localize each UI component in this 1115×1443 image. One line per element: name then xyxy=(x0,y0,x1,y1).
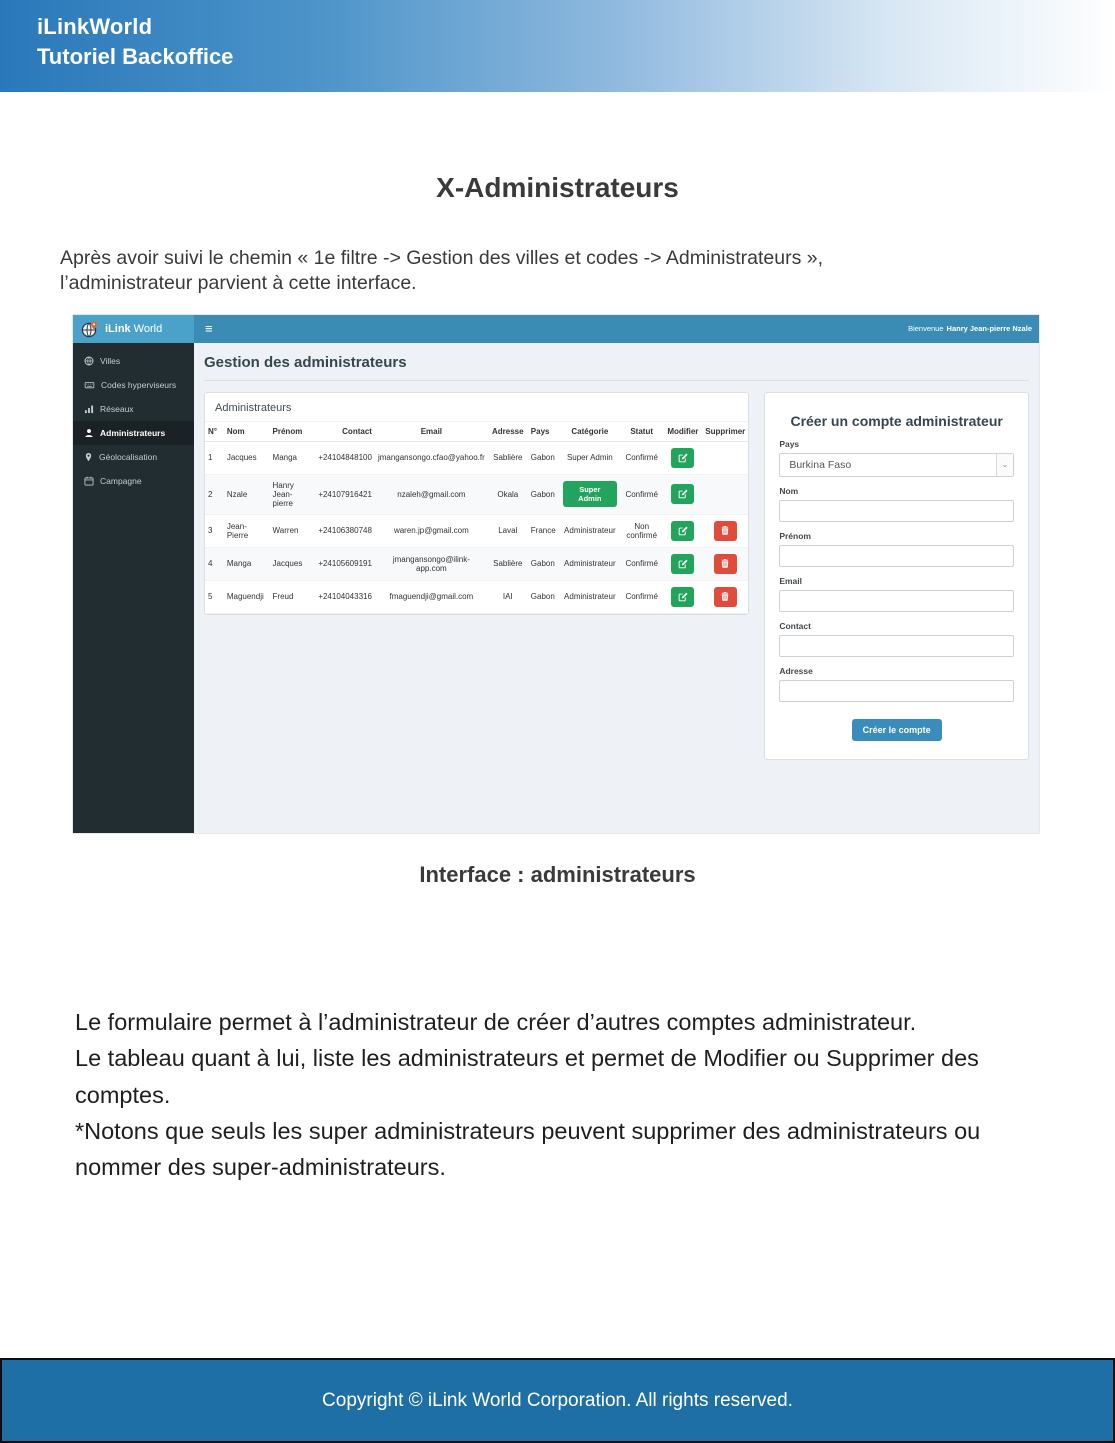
keyboard-icon xyxy=(84,380,95,390)
cell-prenom: Warren xyxy=(270,514,316,547)
cell-statut: Non confirmé xyxy=(620,514,664,547)
table-row xyxy=(205,474,748,514)
app-body xyxy=(73,343,1039,833)
document-subtitle: Tutoriel Backoffice xyxy=(37,44,234,69)
cell-contact: +24107916421 xyxy=(315,474,375,514)
user-icon xyxy=(84,428,94,438)
body-line: Le tableau quant à lui, liste les administrateurs et permet de Modifier ou Supprimer des comptes. xyxy=(75,1045,979,1108)
menu-toggle-icon[interactable]: ≡ xyxy=(205,321,213,337)
email-field[interactable] xyxy=(779,590,1014,612)
cell-adresse: Laval xyxy=(488,514,528,547)
cell-contact: +24106380748 xyxy=(315,514,375,547)
cell-modifier xyxy=(664,580,703,613)
sidebar-item-label: Campagne xyxy=(100,475,142,486)
column-header: Modifier xyxy=(664,421,703,441)
sidebar-item-label: Codes hyperviseurs xyxy=(101,379,177,390)
contact-field[interactable] xyxy=(779,635,1014,657)
super-admin-badge[interactable]: Super Admin xyxy=(563,481,617,507)
field-label-email: Email xyxy=(779,575,802,586)
cell-adresse: Sablière xyxy=(488,547,528,580)
globe-icon xyxy=(84,356,94,366)
field-label-adresse: Adresse xyxy=(779,665,813,676)
cell-categorie: Super Admin xyxy=(560,441,620,474)
cell-pays: Gabon xyxy=(528,547,560,580)
app-navbar xyxy=(73,315,1039,343)
cell-contact: +24104848100 xyxy=(315,441,375,474)
sidebar-item-villes[interactable] xyxy=(73,349,194,373)
cell-supprimer xyxy=(702,474,748,514)
cell-nom: Maguendji xyxy=(224,580,270,613)
body-line: Le formulaire permet à l’administrateur de créer d’autres comptes administrateur. xyxy=(75,1008,917,1035)
field-label-nom: Nom xyxy=(779,485,799,496)
edit-button[interactable] xyxy=(671,587,694,607)
panel-title: Administrateurs xyxy=(215,401,292,414)
edit-button[interactable] xyxy=(671,554,694,574)
cell-modifier xyxy=(664,441,703,474)
adresse-field[interactable] xyxy=(779,680,1014,702)
table-row xyxy=(205,547,748,580)
column-header: Supprimer xyxy=(702,421,748,441)
intro-paragraph xyxy=(60,246,1055,297)
cell-categorie: Administrateur xyxy=(560,514,620,547)
column-header: Email xyxy=(375,421,488,441)
cell-adresse: IAI xyxy=(488,580,528,613)
cell-email: waren.jp@gmail.com xyxy=(375,514,488,547)
column-header: N° xyxy=(205,421,224,441)
selected-value: Burkina Faso xyxy=(789,458,852,471)
chevron-down-icon: ⌄ xyxy=(996,454,1013,476)
administrators-table xyxy=(205,421,748,614)
cell-email: fmaguendji@gmail.com xyxy=(375,580,488,613)
document-header xyxy=(0,0,1115,92)
sidebar-item-label: Villes xyxy=(100,355,121,366)
app-logo[interactable] xyxy=(73,315,194,343)
administrators-panel xyxy=(204,392,749,615)
sidebar-item-label: Géolocalisation xyxy=(99,451,158,462)
cell-statut: Confirmé xyxy=(620,580,664,613)
cell-contact: +24105609191 xyxy=(315,547,375,580)
create-admin-panel xyxy=(764,392,1029,760)
document-footer xyxy=(0,1358,1115,1443)
edit-button[interactable] xyxy=(671,521,694,541)
cell-nom: Jean-Pierre xyxy=(224,514,270,547)
sidebar-item-reseaux[interactable] xyxy=(73,397,194,421)
welcome-user[interactable]: Bienvenue Hanry Jean-pierre Nzale xyxy=(908,324,1032,334)
sidebar-item-codes-hyperviseurs[interactable] xyxy=(73,373,194,397)
cell-num: 2 xyxy=(205,474,224,514)
sidebar-item-campagne[interactable] xyxy=(73,469,194,493)
body-text xyxy=(75,1004,1055,1186)
cell-prenom: Manga xyxy=(270,441,316,474)
bar-chart-icon xyxy=(84,404,94,414)
column-header: Catégorie xyxy=(560,421,620,441)
cell-pays: Gabon xyxy=(528,580,560,613)
edit-button[interactable] xyxy=(671,448,694,468)
document-brand: iLinkWorld xyxy=(37,14,153,39)
sidebar-item-administrateurs[interactable] xyxy=(73,421,194,445)
cell-categorie xyxy=(560,474,620,514)
intro-line: l’administrateur parvient à cette interface. xyxy=(60,272,417,295)
prenom-field[interactable] xyxy=(779,545,1014,567)
cell-statut: Confirmé xyxy=(620,474,664,514)
welcome-user-name: Hanry Jean-pierre Nzale xyxy=(946,324,1032,334)
screenshot-caption: Interface : administrateurs xyxy=(419,861,696,887)
cell-pays: Gabon xyxy=(528,474,560,514)
cell-contact: +24104043316 xyxy=(315,580,375,613)
delete-button[interactable] xyxy=(714,521,737,541)
copyright-text: Copyright © iLink World Corporation. All rights reserved. xyxy=(322,1389,793,1411)
sidebar-item-geolocalisation[interactable] xyxy=(73,445,194,469)
table-row xyxy=(205,580,748,613)
cell-email: jmangansongo@ilink-app.com xyxy=(375,547,488,580)
cell-email: jmangansongo.cfao@yahoo.fr xyxy=(375,441,488,474)
intro-line: Après avoir suivi le chemin « 1e filtre -> Gestion des villes et codes -> Administrateurs », xyxy=(60,247,824,269)
edit-button[interactable] xyxy=(671,484,694,504)
table-row xyxy=(205,441,748,474)
cell-num: 3 xyxy=(205,514,224,547)
globe-pin-logo-icon xyxy=(81,320,99,338)
cell-modifier xyxy=(664,474,703,514)
cell-supprimer xyxy=(702,547,748,580)
cell-email: nzaleh@gmail.com xyxy=(375,474,488,514)
cell-adresse: Okala xyxy=(488,474,528,514)
create-account-button[interactable]: Créer le compte xyxy=(852,719,942,741)
cell-modifier xyxy=(664,547,703,580)
column-header: Nom xyxy=(224,421,270,441)
column-header: Contact xyxy=(315,421,375,441)
field-label-prenom: Prénom xyxy=(779,530,811,541)
app-brand-text: iLink World xyxy=(105,322,163,335)
column-header: Adresse xyxy=(488,421,528,441)
cell-categorie: Administrateur xyxy=(560,580,620,613)
column-header: Pays xyxy=(528,421,560,441)
cell-modifier xyxy=(664,514,703,547)
sidebar xyxy=(73,343,194,833)
cell-num: 5 xyxy=(205,580,224,613)
cell-categorie: Administrateur xyxy=(560,547,620,580)
cell-nom: Nzale xyxy=(224,474,270,514)
map-marker-icon xyxy=(84,452,93,462)
cell-pays: Gabon xyxy=(528,441,560,474)
cell-prenom: Freud xyxy=(270,580,316,613)
nom-field[interactable] xyxy=(779,500,1014,522)
field-label-pays: Pays xyxy=(779,438,800,449)
cell-prenom: Jacques xyxy=(270,547,316,580)
content-heading: Gestion des administrateurs xyxy=(204,354,1029,381)
cell-pays: France xyxy=(528,514,560,547)
cell-prenom: Hanry Jean-pierre xyxy=(270,474,316,514)
cell-statut: Confirmé xyxy=(620,547,664,580)
cell-num: 4 xyxy=(205,547,224,580)
delete-button[interactable] xyxy=(714,587,737,607)
pays-select[interactable] xyxy=(779,453,1014,477)
body-line: *Notons que seuls les super administrateurs peuvent supprimer des administrateurs ou nommer des super-administrateurs. xyxy=(75,1117,981,1181)
cell-supprimer xyxy=(702,514,748,547)
cell-num: 1 xyxy=(205,441,224,474)
sidebar-item-label: Réseaux xyxy=(100,403,134,414)
table-header-row xyxy=(205,421,748,441)
sidebar-item-label: Administrateurs xyxy=(100,427,166,438)
main-content xyxy=(194,343,1039,833)
cell-nom: Jacques xyxy=(224,441,270,474)
cell-nom: Manga xyxy=(224,547,270,580)
cell-supprimer xyxy=(702,441,748,474)
app-screenshot xyxy=(72,314,1040,834)
field-label-contact: Contact xyxy=(779,620,811,631)
calendar-icon xyxy=(84,476,94,486)
column-header: Prénom xyxy=(270,421,316,441)
cell-supprimer xyxy=(702,580,748,613)
column-header: Statut xyxy=(620,421,664,441)
page-title: X-Administrateurs xyxy=(436,172,679,203)
cell-statut: Confirmé xyxy=(620,441,664,474)
cell-adresse: Sablière xyxy=(488,441,528,474)
table-row xyxy=(205,514,748,547)
form-title: Créer un compte administrateur xyxy=(790,412,1003,429)
delete-button[interactable] xyxy=(714,554,737,574)
